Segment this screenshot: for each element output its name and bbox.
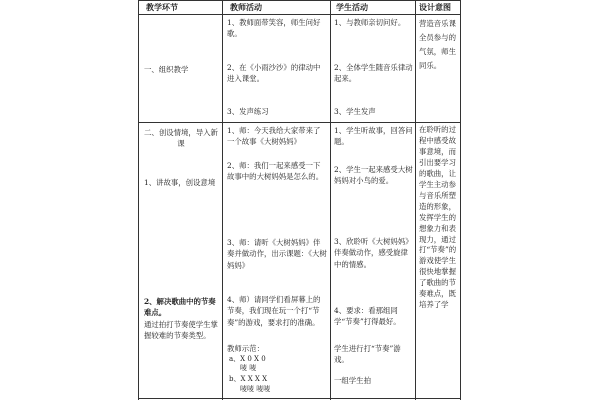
student-activity-9: 一组学生拍 [334,376,371,385]
student-activity-7: 4、要求：看那组同学“节奏”打得最好。 [334,306,401,327]
grid-line [330,0,331,400]
rhythm-a: a、X 0 X 0 [229,355,266,363]
grid-line [138,122,460,123]
header-teacher: 教师活动 [230,3,262,12]
grid-line [415,0,416,400]
teacher-activity-1: 1、教师面带笑容，师生问好歌。 [227,18,321,39]
stage-rhythm-number: 2、 [144,297,157,306]
header-stage: 教学环节 [146,3,178,12]
stage-rhythm [144,296,218,342]
teacher-activity-5: 2、师：我们一起来感受一下故事中的大树妈妈是怎么的。 [227,161,324,182]
teacher-activity-6: 3、师：请听《大树妈妈》伴奏并做动作，出示课题：《大树妈妈》 [227,238,327,270]
teacher-activity-4: 1、师：今天我给大家带来了一个故事《大树妈妈》 [227,126,321,147]
stage-story: 1、讲故事，创设意境 [144,178,216,187]
stage-organize: 一、组织教学 [144,65,189,74]
grid-line [138,14,460,15]
grid-line [460,0,461,400]
rhythm-b-syllables: 唛唛 唛唛 [240,385,271,393]
grid-line [138,0,460,1]
student-activity-4: 1、学生听故事，回答问题。 [334,126,413,147]
student-activity-6: 3、欣聆听《大树妈妈》伴奏做动作，感受旋律中的情感。 [334,237,413,269]
stage-context: 二、创设情境，导入新课 [144,128,218,149]
student-activity-2: 2、全体学生随音乐律动起来。 [334,63,413,84]
header-student: 学生活动 [336,3,368,12]
grid-line [138,398,460,399]
design-intent-1: 营造音乐课全员参与的气氛，师生同乐。 [419,19,456,71]
design-intent-2: 在聆听的过程中感受故事意境，而引出要学习的歌曲，让学生主动参与音乐所塑造的形象，发挥学生的想象力和表现力，通过打“节奏”的游戏使学生很快地掌握了歌曲的节奏难点，既培养了学 [419,125,457,310]
grid-line [222,0,223,400]
teacher-activity-3: 3、发声练习 [227,107,269,116]
teacher-demo-label: 教师示范： [227,344,264,353]
rhythm-a-syllables: 唛 唛 [240,364,257,372]
grid-line [138,0,139,400]
student-activity-5: 2、学生一起来感受大树妈妈对小鸟的爱。 [334,165,413,186]
rhythm-b: b、X X X X [229,375,268,383]
stage-rhythm-title: 解决歌曲中的节奏难点。 [144,297,216,318]
header-intent: 设计意图 [419,3,451,12]
student-activity-8: 学生进行打“节奏”游戏。 [334,344,401,365]
teacher-activity-7: 4、师）请同学们看屏幕上的节奏，我们现在玩一个打“节奏”的游戏，要求打的准确。 [227,295,321,327]
student-activity-1: 1、与教师亲切问好。 [334,18,406,27]
teacher-activity-2: 2、在《小雨沙沙》的律动中进入课堂。 [227,63,321,84]
stage-rhythm-desc: 通过拍打节奏使学生掌握较难的节奏类型。 [144,319,218,341]
student-activity-3: 3、学生发声 [334,107,376,116]
